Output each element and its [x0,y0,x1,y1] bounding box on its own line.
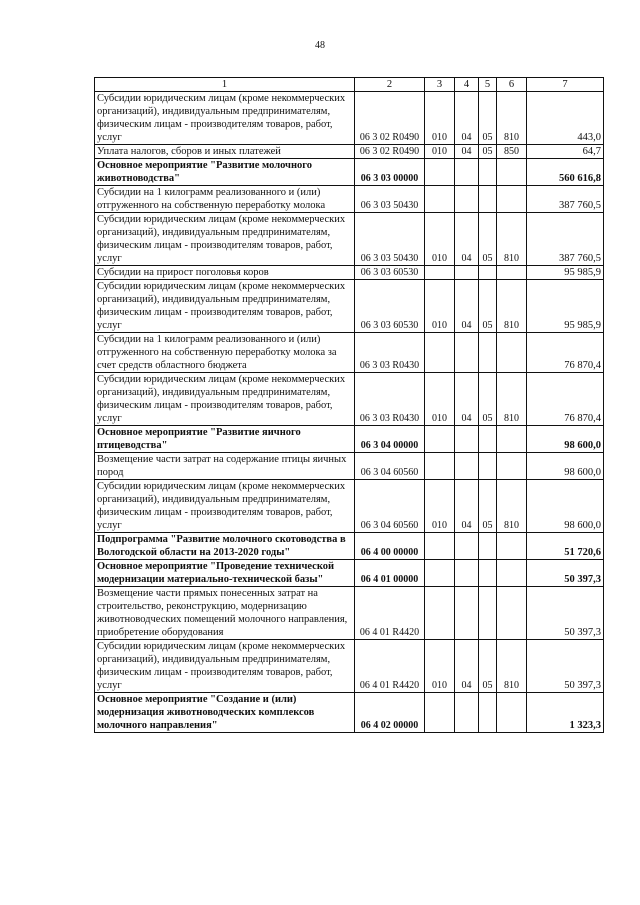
row-col5: 05 [479,145,497,159]
row-name: Субсидии юридическим лицам (кроме некоммерческих организаций), индивидуальным предпринимателям, физическим лицам - производителям товаров, работ, услуг [95,280,355,333]
row-col6 [497,159,527,186]
row-col3: 010 [425,373,455,426]
header-cell: 6 [497,78,527,92]
table-row [95,560,604,587]
row-col3: 010 [425,640,455,693]
row-amount: 98 600,0 [527,480,604,533]
row-code: 06 3 02 R0490 [355,145,425,159]
header-cell: 2 [355,78,425,92]
row-col5 [479,159,497,186]
row-col4 [455,533,479,560]
row-code: 06 3 03 50430 [355,213,425,266]
header-row [95,78,604,92]
row-name: Подпрограмма "Развитие молочного скотоводства в Вологодской области на 2013-2020 годы" [95,533,355,560]
row-col5 [479,186,497,213]
row-amount: 98 600,0 [527,453,604,480]
row-col6: 810 [497,280,527,333]
row-amount: 50 397,3 [527,560,604,587]
row-col4 [455,159,479,186]
row-col6 [497,453,527,480]
row-col3: 010 [425,280,455,333]
row-col6: 810 [497,480,527,533]
row-amount: 443,0 [527,92,604,145]
row-code: 06 3 04 00000 [355,426,425,453]
row-name: Субсидии на 1 килограмм реализованного и (или) отгруженного на собственную переработку молока за счет средств областного бюджета [95,333,355,373]
row-code: 06 3 02 R0490 [355,92,425,145]
row-col5: 05 [479,213,497,266]
row-code: 06 4 00 00000 [355,533,425,560]
row-col6: 810 [497,92,527,145]
row-amount: 50 397,3 [527,587,604,640]
row-col4: 04 [455,280,479,333]
row-col3 [425,426,455,453]
row-col6: 810 [497,640,527,693]
row-col5 [479,266,497,280]
row-col3 [425,587,455,640]
row-name: Субсидии юридическим лицам (кроме некоммерческих организаций), индивидуальным предпринимателям, физическим лицам - производителям товаров, работ, услуг [95,92,355,145]
row-col3 [425,453,455,480]
table-row [95,640,604,693]
row-amount: 76 870,4 [527,373,604,426]
row-col6 [497,560,527,587]
table-row [95,333,604,373]
row-col6 [497,533,527,560]
row-amount: 98 600,0 [527,426,604,453]
row-amount: 95 985,9 [527,280,604,333]
budget-table [94,77,604,733]
row-col4 [455,426,479,453]
row-col5 [479,453,497,480]
row-amount: 51 720,6 [527,533,604,560]
row-amount: 1 323,3 [527,693,604,733]
table-row [95,453,604,480]
header-cell: 7 [527,78,604,92]
table-row [95,92,604,145]
row-amount: 560 616,8 [527,159,604,186]
row-col3: 010 [425,92,455,145]
header-cell: 5 [479,78,497,92]
table-row [95,693,604,733]
row-col3 [425,560,455,587]
row-col6 [497,266,527,280]
table-row [95,266,604,280]
row-col5: 05 [479,640,497,693]
row-col4: 04 [455,480,479,533]
table-row [95,426,604,453]
header-cell: 4 [455,78,479,92]
row-code: 06 4 01 R4420 [355,587,425,640]
page-number: 48 [315,40,325,51]
row-col6 [497,426,527,453]
row-name: Субсидии на 1 килограмм реализованного и (или) отгруженного на собственную переработку молока [95,186,355,213]
row-col5 [479,693,497,733]
row-col3 [425,533,455,560]
row-col3: 010 [425,480,455,533]
row-col4 [455,333,479,373]
row-amount: 95 985,9 [527,266,604,280]
row-col3: 010 [425,213,455,266]
table-row [95,186,604,213]
row-name: Возмещение части прямых понесенных затрат на строительство, реконструкцию, модернизацию животноводческих помещений молочного направления, приобретение оборудования [95,587,355,640]
row-col6 [497,186,527,213]
row-name: Основное мероприятие "Развитие молочного животноводства" [95,159,355,186]
row-code: 06 3 04 60560 [355,453,425,480]
row-name: Основное мероприятие "Развитие яичного птицеводства" [95,426,355,453]
row-amount: 387 760,5 [527,213,604,266]
table-row [95,480,604,533]
row-name: Уплата налогов, сборов и иных платежей [95,145,355,159]
row-amount: 387 760,5 [527,186,604,213]
row-col4 [455,693,479,733]
row-code: 06 3 03 R0430 [355,373,425,426]
row-col3 [425,693,455,733]
row-col4 [455,587,479,640]
row-name: Возмещение части затрат на содержание птицы яичных пород [95,453,355,480]
row-col4: 04 [455,373,479,426]
row-col6: 810 [497,373,527,426]
row-col4 [455,266,479,280]
table-row [95,280,604,333]
row-col6 [497,587,527,640]
row-col4: 04 [455,213,479,266]
row-name: Основное мероприятие "Создание и (или) модернизация животноводческих комплексов молочного направления" [95,693,355,733]
row-col4: 04 [455,640,479,693]
row-code: 06 4 01 R4420 [355,640,425,693]
row-code: 06 3 03 00000 [355,159,425,186]
row-col3 [425,159,455,186]
row-col6 [497,333,527,373]
row-col3 [425,333,455,373]
row-code: 06 3 03 50430 [355,186,425,213]
row-code: 06 4 02 00000 [355,693,425,733]
row-name: Субсидии юридическим лицам (кроме некоммерческих организаций), индивидуальным предпринимателям, физическим лицам - производителям товаров, работ, услуг [95,373,355,426]
row-amount: 76 870,4 [527,333,604,373]
row-col4: 04 [455,92,479,145]
table-row [95,533,604,560]
table-row [95,145,604,159]
row-col6 [497,693,527,733]
table-row [95,213,604,266]
table-row [95,373,604,426]
row-col5 [479,533,497,560]
table-row [95,159,604,186]
row-col6: 850 [497,145,527,159]
header-cell: 3 [425,78,455,92]
row-name: Субсидии на прирост поголовья коров [95,266,355,280]
row-col3: 010 [425,145,455,159]
row-code: 06 4 01 00000 [355,560,425,587]
row-col5: 05 [479,280,497,333]
row-name: Субсидии юридическим лицам (кроме некоммерческих организаций), индивидуальным предпринимателям, физическим лицам - производителям товаров, работ, услуг [95,213,355,266]
row-code: 06 3 03 R0430 [355,333,425,373]
row-col5: 05 [479,480,497,533]
row-col5: 05 [479,373,497,426]
row-col5 [479,587,497,640]
row-col5 [479,560,497,587]
row-col6: 810 [497,213,527,266]
row-col5: 05 [479,92,497,145]
row-col3 [425,186,455,213]
header-cell: 1 [95,78,355,92]
row-amount: 50 397,3 [527,640,604,693]
row-code: 06 3 03 60530 [355,266,425,280]
row-code: 06 3 04 60560 [355,480,425,533]
row-code: 06 3 03 60530 [355,280,425,333]
row-col4: 04 [455,145,479,159]
row-name: Субсидии юридическим лицам (кроме некоммерческих организаций), индивидуальным предпринимателям, физическим лицам - производителям товаров, работ, услуг [95,480,355,533]
row-col4 [455,453,479,480]
row-amount: 64,7 [527,145,604,159]
row-col5 [479,426,497,453]
row-col5 [479,333,497,373]
row-name: Основное мероприятие "Проведение технической модернизации материально-технической базы" [95,560,355,587]
row-col4 [455,560,479,587]
row-col3 [425,266,455,280]
table-row [95,587,604,640]
row-name: Субсидии юридическим лицам (кроме некоммерческих организаций), индивидуальным предпринимателям, физическим лицам - производителям товаров, работ, услуг [95,640,355,693]
row-col4 [455,186,479,213]
